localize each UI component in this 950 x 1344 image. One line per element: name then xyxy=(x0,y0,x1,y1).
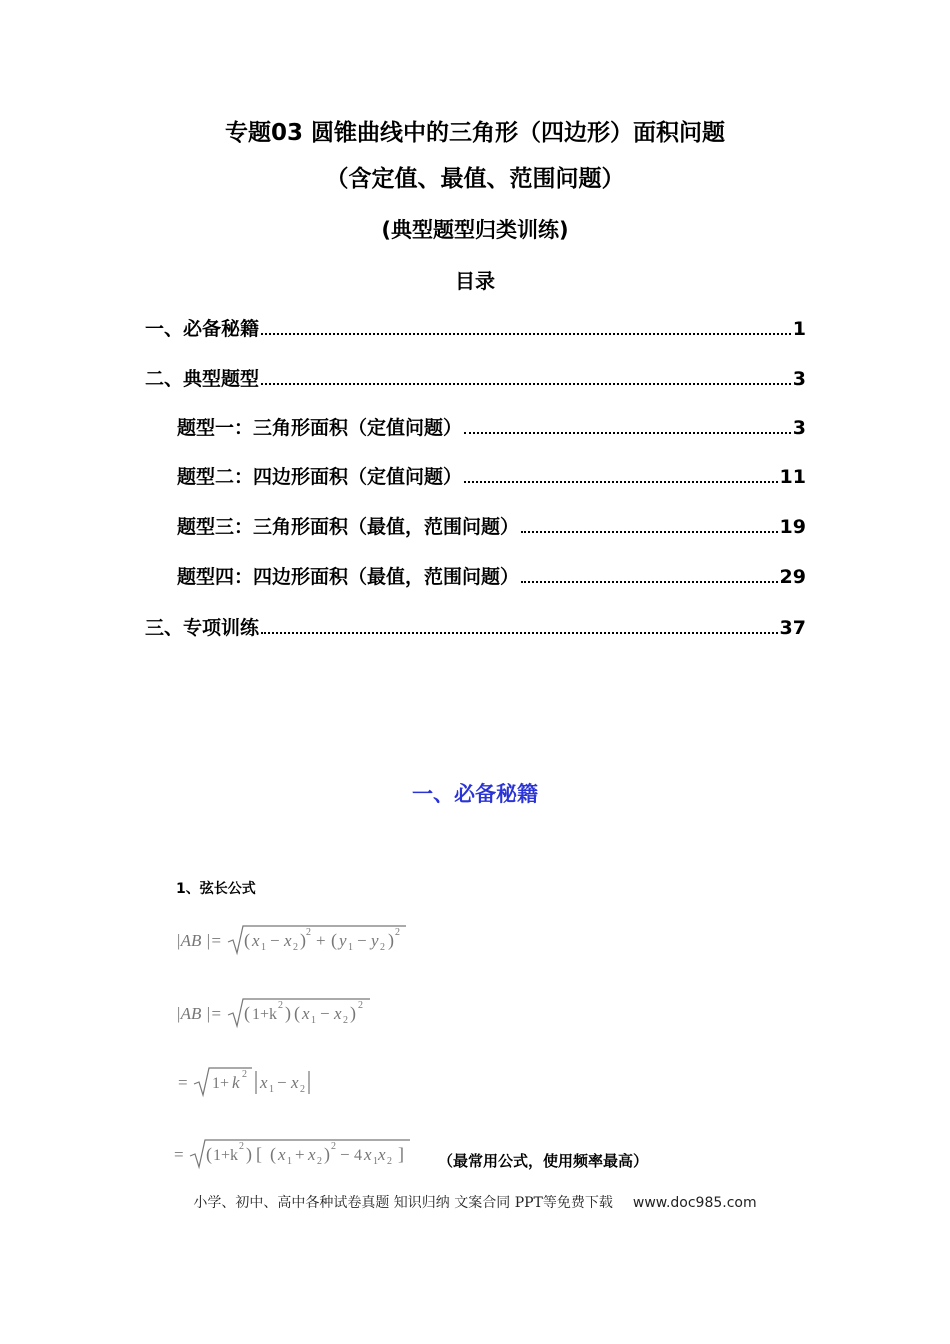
toc-entry-label: 题型二：四边形面积（定值问题） xyxy=(177,466,463,488)
svg-text:x: x xyxy=(278,1145,286,1164)
toc-entry[interactable] xyxy=(177,562,806,590)
toc-entry[interactable] xyxy=(177,462,806,490)
svg-text:2: 2 xyxy=(387,1156,392,1167)
toc-entry-label: 一、必备秘籍 xyxy=(145,318,260,340)
svg-text:|AB |=: |AB |= xyxy=(176,1004,222,1023)
svg-text:4: 4 xyxy=(354,1147,362,1164)
toc-entry-page: 29 xyxy=(779,566,806,588)
section-heading: 一、必备秘籍 xyxy=(412,782,538,806)
toc-entry-label: 题型三：三角形面积（最值，范围问题） xyxy=(177,516,520,538)
svg-text:): ) xyxy=(300,930,306,950)
svg-text:2: 2 xyxy=(306,927,311,938)
toc-entry-page: 37 xyxy=(779,617,806,639)
svg-text:1: 1 xyxy=(269,1084,274,1095)
page-footer xyxy=(0,1192,950,1212)
formula-note: （最常用公式，使用频率最高） xyxy=(438,1152,649,1170)
svg-text:x: x xyxy=(284,931,292,950)
svg-text:): ) xyxy=(246,1144,252,1164)
toc-heading: 目录 xyxy=(455,269,495,293)
toc-entry-page: 1 xyxy=(792,318,806,340)
svg-text:2: 2 xyxy=(343,1015,348,1026)
svg-text:1: 1 xyxy=(348,942,353,953)
svg-text:2: 2 xyxy=(380,942,385,953)
svg-text:=: = xyxy=(178,1073,188,1092)
svg-text:2: 2 xyxy=(317,1156,322,1167)
footer-site-link[interactable]: www.doc985.com xyxy=(632,1195,757,1211)
svg-text:2: 2 xyxy=(300,1084,305,1095)
toc-entry[interactable] xyxy=(177,512,806,540)
svg-text:2: 2 xyxy=(278,1000,283,1011)
svg-text:1: 1 xyxy=(287,1156,292,1167)
chord-length-formula-4 xyxy=(166,1134,426,1174)
svg-text:(: ( xyxy=(331,930,337,950)
svg-text:1: 1 xyxy=(311,1015,316,1026)
toc-leader-dots xyxy=(464,480,778,483)
svg-text:x: x xyxy=(291,1073,299,1092)
svg-text:−: − xyxy=(340,1145,350,1164)
svg-text:]: ] xyxy=(398,1144,404,1164)
document-category: (典型题型归类训练) xyxy=(381,218,569,242)
svg-text:): ) xyxy=(350,1003,356,1023)
svg-text:(: ( xyxy=(244,1003,250,1023)
toc-leader-dots xyxy=(261,382,791,385)
toc-entry-label: 三、专项训练 xyxy=(145,617,260,639)
svg-text:−: − xyxy=(270,931,280,950)
svg-text:−: − xyxy=(357,931,367,950)
svg-text:y: y xyxy=(339,931,347,950)
svg-text:1+k: 1+k xyxy=(213,1147,239,1164)
svg-text:x: x xyxy=(364,1145,372,1164)
toc-leader-dots xyxy=(521,580,778,583)
svg-text:1+k: 1+k xyxy=(252,1006,278,1023)
svg-text:−: − xyxy=(320,1004,330,1023)
svg-text:1: 1 xyxy=(261,942,266,953)
svg-text:x: x xyxy=(334,1004,342,1023)
chord-length-formula-3 xyxy=(170,1062,330,1102)
svg-text:(: ( xyxy=(244,930,250,950)
svg-text:): ) xyxy=(324,1144,330,1164)
toc-entry-label: 题型一：三角形面积（定值问题） xyxy=(177,417,463,439)
svg-text:|AB |=: |AB |= xyxy=(176,931,222,950)
svg-text:2: 2 xyxy=(293,942,298,953)
subsection-heading: 1、弦长公式 xyxy=(176,881,256,897)
toc-entry-page: 3 xyxy=(792,417,806,439)
svg-text:[: [ xyxy=(256,1144,262,1164)
toc-entry-label: 题型四：四边形面积（最值，范围问题） xyxy=(177,566,520,588)
svg-text:(: ( xyxy=(294,1003,300,1023)
svg-text:x: x xyxy=(378,1145,386,1164)
toc-leader-dots xyxy=(464,431,791,434)
footer-text: 小学、初中、高中各种试卷真题 知识归纳 文案合同 PPT等免费下载 xyxy=(193,1195,613,1211)
document-subtitle: （含定值、最值、范围问题） xyxy=(325,166,625,192)
svg-text:): ) xyxy=(285,1003,291,1023)
svg-text:x: x xyxy=(308,1145,316,1164)
svg-text:): ) xyxy=(388,930,394,950)
svg-text:x: x xyxy=(260,1073,268,1092)
svg-text:2: 2 xyxy=(242,1069,247,1080)
document-title: 专题03 圆锥曲线中的三角形（四边形）面积问题 xyxy=(224,120,725,146)
svg-text:1+: 1+ xyxy=(212,1075,230,1092)
toc-entry[interactable] xyxy=(145,364,806,392)
toc-leader-dots xyxy=(261,332,791,335)
svg-text:x: x xyxy=(252,931,260,950)
toc-entry[interactable] xyxy=(145,613,806,641)
toc-leader-dots xyxy=(521,530,778,533)
toc-entry[interactable] xyxy=(145,314,806,342)
svg-text:2: 2 xyxy=(358,1000,363,1011)
svg-text:(: ( xyxy=(206,1144,212,1164)
toc-entry[interactable] xyxy=(177,413,806,441)
svg-text:(: ( xyxy=(270,1144,276,1164)
toc-entry-label: 二、典型题型 xyxy=(145,368,260,390)
svg-text:x: x xyxy=(302,1004,310,1023)
toc-entry-page: 3 xyxy=(792,368,806,390)
toc-entry-page: 19 xyxy=(779,516,806,538)
toc-leader-dots xyxy=(261,631,778,634)
svg-text:k: k xyxy=(232,1073,240,1092)
svg-text:=: = xyxy=(174,1145,184,1164)
svg-text:1: 1 xyxy=(373,1156,378,1167)
toc-entry-page: 11 xyxy=(779,466,806,488)
svg-text:+: + xyxy=(316,931,326,950)
svg-text:2: 2 xyxy=(395,927,400,938)
chord-length-formula-1 xyxy=(170,920,420,960)
svg-text:+: + xyxy=(295,1145,305,1164)
svg-text:−: − xyxy=(277,1073,287,1092)
svg-text:2: 2 xyxy=(239,1141,244,1152)
svg-text:2: 2 xyxy=(331,1141,336,1152)
svg-text:y: y xyxy=(371,931,379,950)
chord-length-formula-2 xyxy=(170,993,380,1033)
